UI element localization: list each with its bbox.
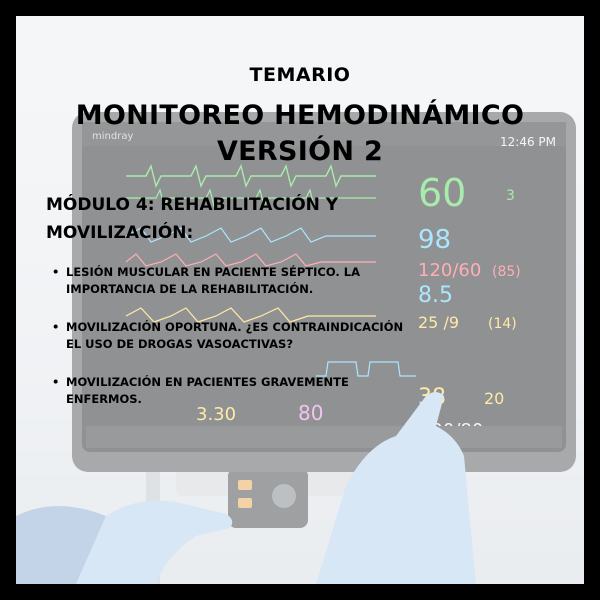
bullet-icon: • xyxy=(52,265,60,279)
topic-text: MOVILIZACIÓN EN PACIENTES GRAVEMENTE ENFERMOS. xyxy=(66,375,349,406)
topic-text: MOVILIZACIÓN OPORTUNA. ¿ES CONTRAINDICACIÓN EL USO DE DROGAS VASOACTIVAS? xyxy=(66,320,404,351)
bullet-icon: • xyxy=(52,320,60,334)
topic-item xyxy=(52,319,406,353)
kicker-title: TEMARIO xyxy=(249,64,351,86)
topic-text: LESIÓN MUSCULAR EN PACIENTE SÉPTICO. LA IMPORTANCIA DE LA REHABILITACIÓN. xyxy=(66,265,360,296)
topic-item xyxy=(52,374,406,408)
bullet-icon: • xyxy=(52,375,60,389)
topic-list xyxy=(52,264,406,429)
main-title-line1: MONITOREO HEMODINÁMICO xyxy=(75,100,525,131)
topic-item xyxy=(52,264,406,298)
module-title: MÓDULO 4: REHABILITACIÓN Y MOVILIZACIÓN: xyxy=(46,195,339,243)
main-title-line2: VERSIÓN 2 xyxy=(216,136,384,167)
background-photo xyxy=(16,16,584,584)
